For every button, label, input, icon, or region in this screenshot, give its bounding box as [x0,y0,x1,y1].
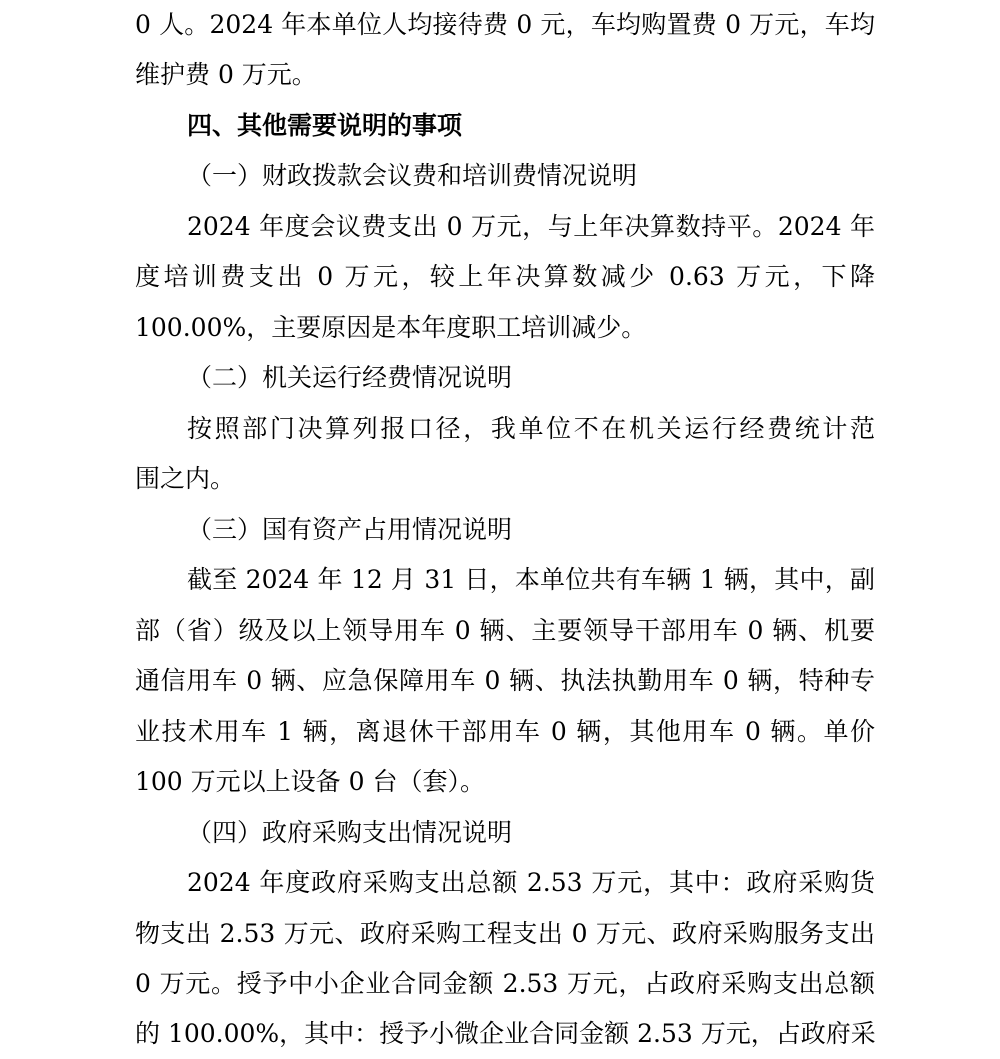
paragraph-line: 维护费 0 万元。 [135,60,317,89]
paragraph-line: 2024 年度会议费支出 0 万元，与上年决算数持平。2024 年 [187,212,875,241]
paragraph-line: 100.00%，主要原因是本年度职工培训减少。 [135,313,647,342]
subsection-heading: （四）政府采购支出情况说明 [187,818,513,847]
paragraph-line: 围之内。 [135,464,236,493]
paragraph-line: 100 万元以上设备 0 台（套）。 [135,767,485,796]
paragraph-line: 物支出 2.53 万元、政府采购工程支出 0 万元、政府采购服务支出 [135,919,875,948]
section-heading: 四、其他需要说明的事项 [187,111,463,140]
paragraph-line: 部（省）级及以上领导用车 0 辆、主要领导干部用车 0 辆、机要 [135,616,875,645]
subsection-heading: （二）机关运行经费情况说明 [187,363,513,392]
paragraph-line: 2024 年度政府采购支出总额 2.53 万元，其中：政府采购货 [187,868,875,897]
subsection-heading: （三）国有资产占用情况说明 [187,515,513,544]
paragraph-line: 0 万元。授予中小企业合同金额 2.53 万元，占政府采购支出总额 [135,969,875,998]
paragraph-line: 通信用车 0 辆、应急保障用车 0 辆、执法执勤用车 0 辆，特种专 [135,666,875,695]
paragraph-line: 度培训费支出 0 万元，较上年决算数减少 0.63 万元，下降 [135,262,875,291]
subsection-heading: （一）财政拨款会议费和培训费情况说明 [187,161,638,190]
paragraph-line: 0 人。2024 年本单位人均接待费 0 元，车均购置费 0 万元，车均 [135,10,875,39]
paragraph-line: 业技术用车 1 辆，离退休干部用车 0 辆，其他用车 0 辆。单价 [135,717,875,746]
paragraph-line: 的 100.00%，其中：授予小微企业合同金额 2.53 万元，占政府采 [135,1019,876,1048]
paragraph-line: 按照部门决算列报口径，我单位不在机关运行经费统计范 [187,414,875,443]
paragraph-line: 截至 2024 年 12 月 31 日，本单位共有车辆 1 辆，其中，副 [187,565,875,594]
